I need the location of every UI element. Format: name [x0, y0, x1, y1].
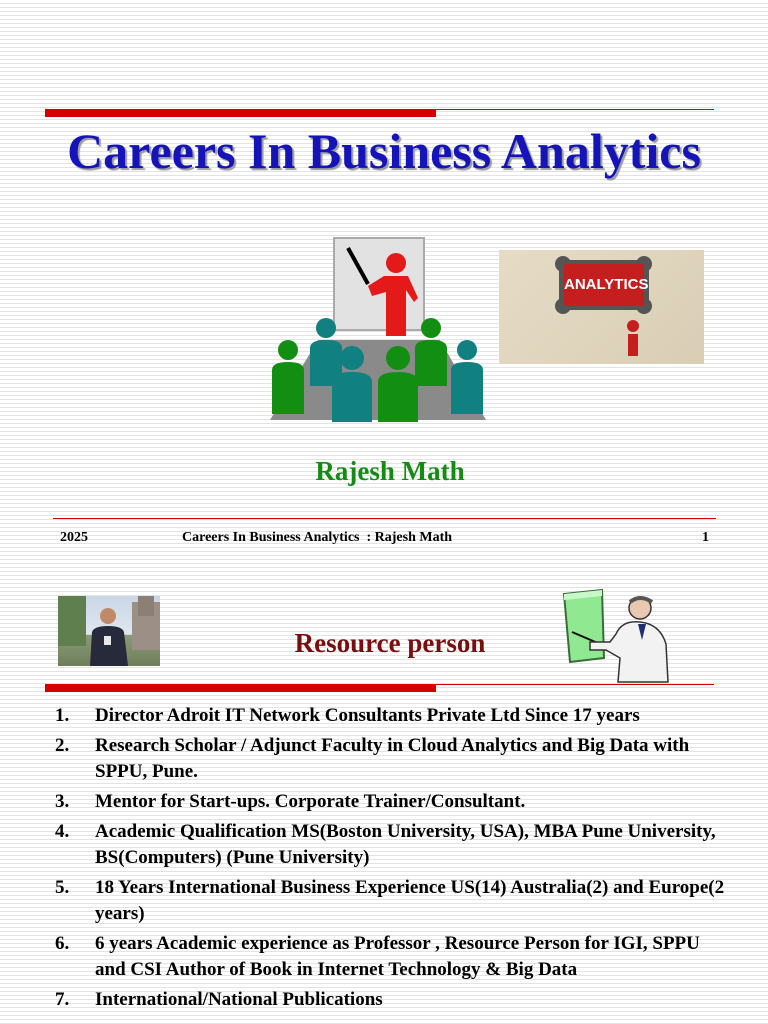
title-red-bar: [45, 109, 436, 117]
list-item: [55, 789, 735, 815]
list-item-text: International/National Publications: [95, 989, 383, 1010]
list-item-number: 7.: [55, 989, 70, 1010]
list-item: [55, 819, 735, 871]
list-item-text: 6 years Academic experience as Professor , Resource Person for IGI, SPPU and CSI Author of Book in Internet Technology & Big Data: [95, 933, 700, 980]
list-item-text: Academic Qualification MS(Boston University, USA), MBA Pune University, BS(Computers) (Pune University): [95, 821, 716, 868]
heading-red-bar: [45, 684, 436, 692]
list-item-text: 18 Years International Business Experience US(14) Australia(2) and Europe(2 years): [95, 877, 725, 924]
credentials-list: [55, 703, 735, 1017]
section-heading: Resource person: [294, 628, 486, 658]
author-name: Rajesh Math: [315, 456, 465, 486]
list-item: [55, 987, 735, 1013]
list-item-number: 3.: [55, 791, 70, 812]
analytics-image: [499, 250, 704, 364]
list-item-text: Mentor for Start-ups. Corporate Trainer/Consultant.: [95, 791, 526, 812]
list-item-text: Research Scholar / Adjunct Faculty in Cloud Analytics and Big Data with SPPU, Pune.: [95, 735, 690, 782]
footer-center-text: Careers In Business Analytics : Rajesh Math: [182, 530, 453, 545]
list-item-number: 6.: [55, 933, 70, 954]
gear-icon: [499, 250, 704, 364]
presentation-meeting-icon: [268, 236, 490, 422]
title-red-line: [436, 109, 714, 110]
list-item: [55, 733, 735, 785]
list-item-number: 2.: [55, 735, 70, 756]
footer-year: 2025: [60, 530, 88, 545]
list-item: [55, 703, 735, 729]
footer-page-number: 1: [702, 530, 709, 545]
list-item-number: 1.: [55, 705, 70, 726]
analytics-sign-label: ANALYTICS: [564, 276, 649, 293]
list-item-number: 4.: [55, 821, 70, 842]
footer-line: [53, 518, 716, 519]
heading-red-line: [436, 684, 714, 685]
list-item: [55, 931, 735, 983]
list-item-text: Director Adroit IT Network Consultants Private Ltd Since 17 years: [95, 705, 640, 726]
list-item-number: 5.: [55, 877, 70, 898]
list-item: [55, 875, 735, 927]
slide-title: Careers In Business Analytics: [67, 123, 701, 179]
